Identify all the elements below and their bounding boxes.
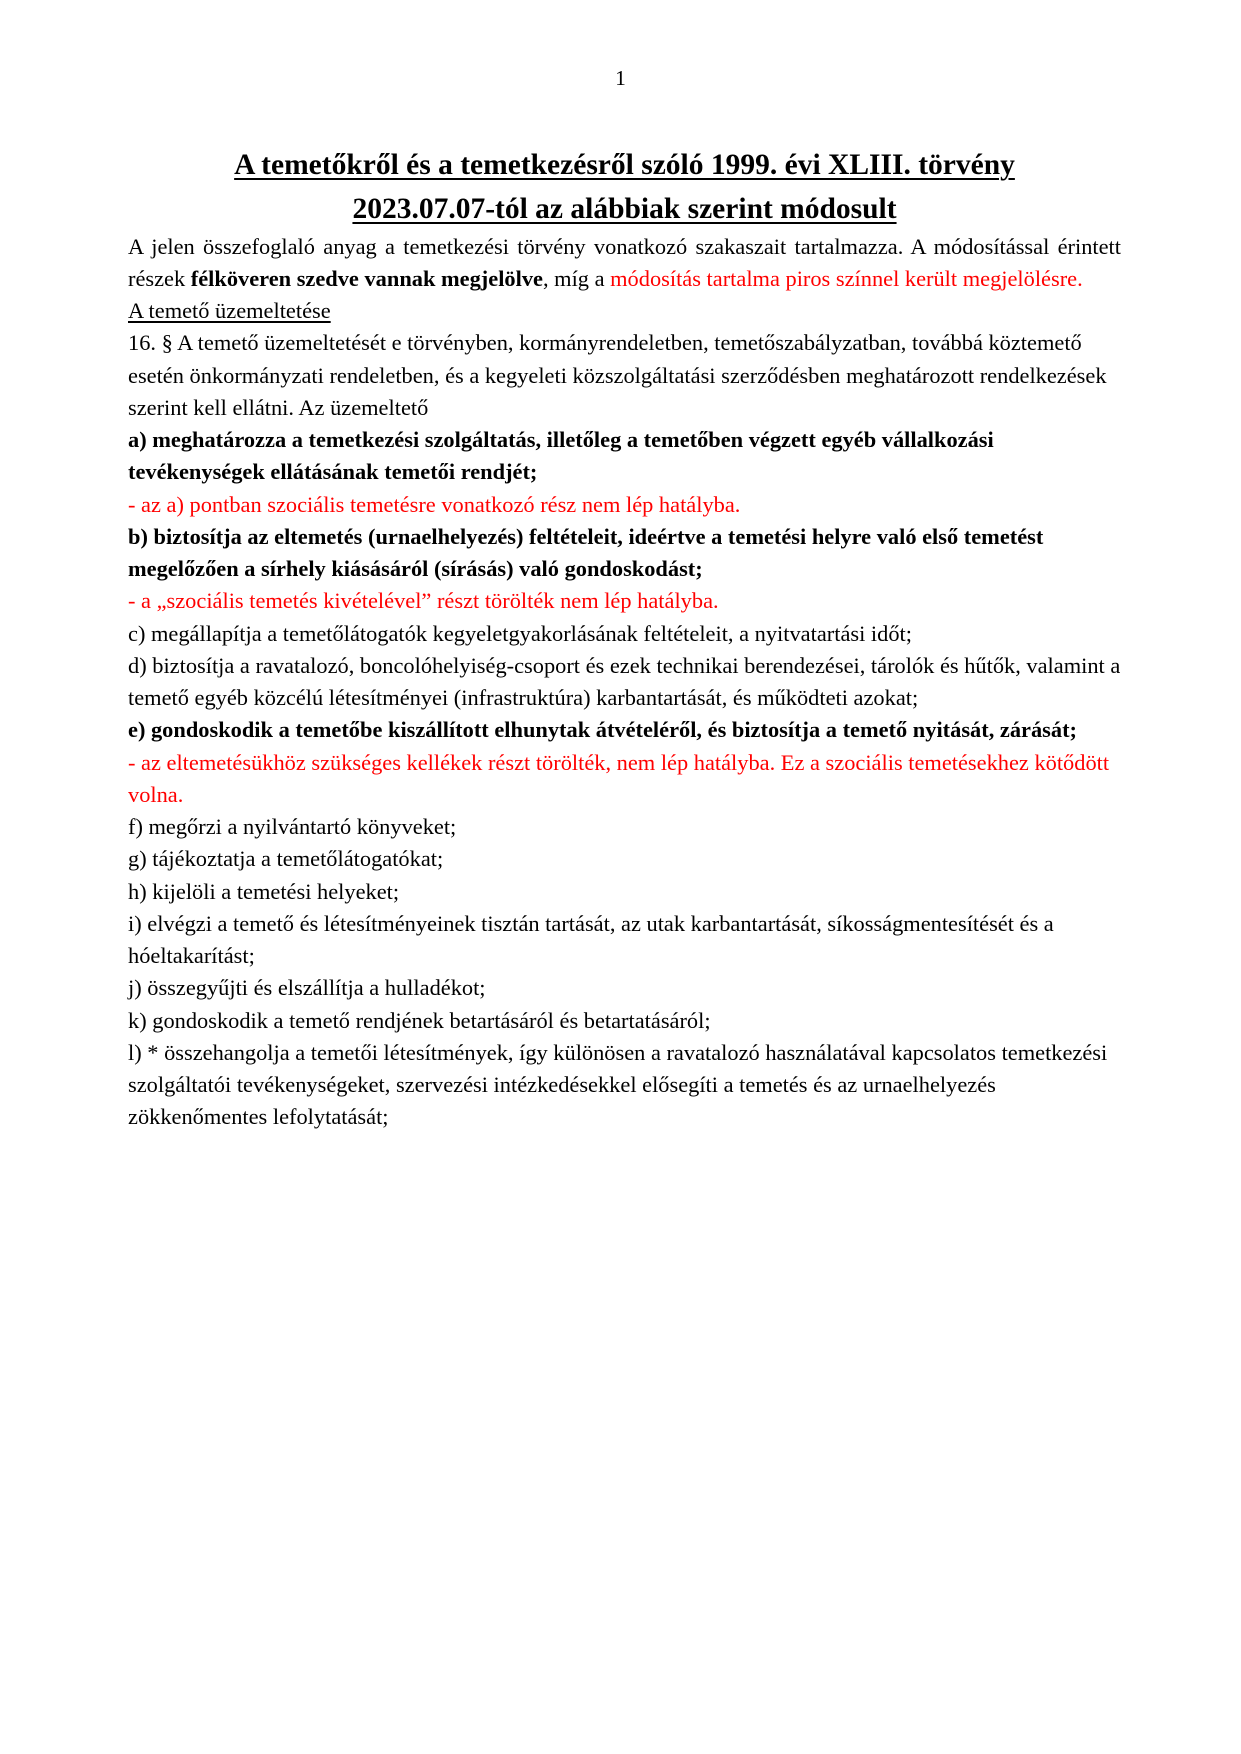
item-b-note: - a „szociális temetés kivételével” részt törölték nem lép hatályba. (128, 588, 719, 614)
item-g: g) tájékoztatja a temetőlátogatókat; (128, 846, 444, 872)
document-title-line-1: A temetőkről és a temetkezésről szóló 1999. évi XLIII. törvény (234, 148, 1015, 181)
document-title-line-2: 2023.07.07-tól az alábbiak szerint módosult (352, 192, 897, 225)
item-f: f) megőrzi a nyilvántartó könyveket; (128, 814, 457, 840)
item-j: j) összegyűjti és elszállítja a hulladékot; (128, 975, 486, 1001)
item-e: e) gondoskodik a temetőbe kiszállított elhunytak átvételéről, és biztosítja a temető nyitását, zárását; (128, 717, 1077, 743)
item-k: k) gondoskodik a temető rendjének betartásáról és betartatásáról; (128, 1007, 711, 1033)
intro-text-part-2: , míg a (542, 265, 611, 291)
document-title (128, 145, 1121, 231)
item-d: d) biztosítja a ravatalozó, boncolóhelyiség-csoport és ezek technikai berendezései, tárolók és hűtők, valamint a temető egyéb közcélú létesítményei (infrastruktúra) karbantartását, és működteti azokat; (128, 652, 1121, 711)
item-i: i) elvégzi a temető és létesítményeinek tisztán tartását, az utak karbantartását, síkosságmentesítését és a hóeltakarítást; (128, 910, 1054, 969)
section-heading (128, 295, 1121, 327)
section-intro-paragraph: 16. § A temető üzemeltetését e törvényben, kormányrendeletben, temetőszabályzatban, továbbá köztemető esetén önkormányzati rendeletben, és a kegyeleti közszolgáltatási szerződésben meghatározott rendelkezések szerint kell ellátni. Az üzemeltető (128, 330, 1107, 420)
item-l: l) * összehangolja a temetői létesítmények, így különösen a ravatalozó használatával kapcsolatos temetkezési szolgáltatói tevékenységeket, szervezési intézkedésekkel elősegíti a temetés és az urnaelhelyezés zökkenőmentes lefolytatását; (128, 1039, 1108, 1130)
intro-text-part-1: A jelen összefoglaló anyag a temetkezési törvény vonatkozó szakaszait tartalmazza. A módosítással érintett részek (128, 233, 1121, 291)
item-b: b) biztosítja az eltemetés (urnaelhelyezés) feltételeit, ideértve a temetési helyre való első temetést megelőzően a sírhely kiásásáról (sírásás) való gondoskodást; (128, 523, 1044, 582)
page-number: 1 (615, 66, 626, 90)
item-e-note: - az eltemetésükhöz szükséges kellékek részt törölték, nem lép hatályba. Ez a szociális temetésekhez kötődött volna. (128, 749, 1110, 807)
intro-red-emphasis: módosítás tartalma piros színnel került megjelölésre. (610, 265, 1083, 291)
item-c: c) megállapítja a temetőlátogatók kegyeletgyakorlásának feltételeit, a nyitvatartási időt; (128, 620, 912, 646)
intro-bold-emphasis: félköveren szedve vannak megjelölve (190, 265, 543, 291)
intro-paragraph (128, 231, 1121, 296)
item-a: a) meghatározza a temetkezési szolgáltatás, illetőleg a temetőben végzett egyéb vállalkozási tevékenységek ellátásának temetői rendjét; (128, 427, 994, 485)
section-heading-label: A temető üzemeltetése (128, 298, 331, 324)
item-a-note: - az a) pontban szociális temetésre vonatkozó rész nem lép hatályba. (128, 491, 741, 517)
item-h: h) kijelöli a temetési helyeket; (128, 878, 400, 904)
